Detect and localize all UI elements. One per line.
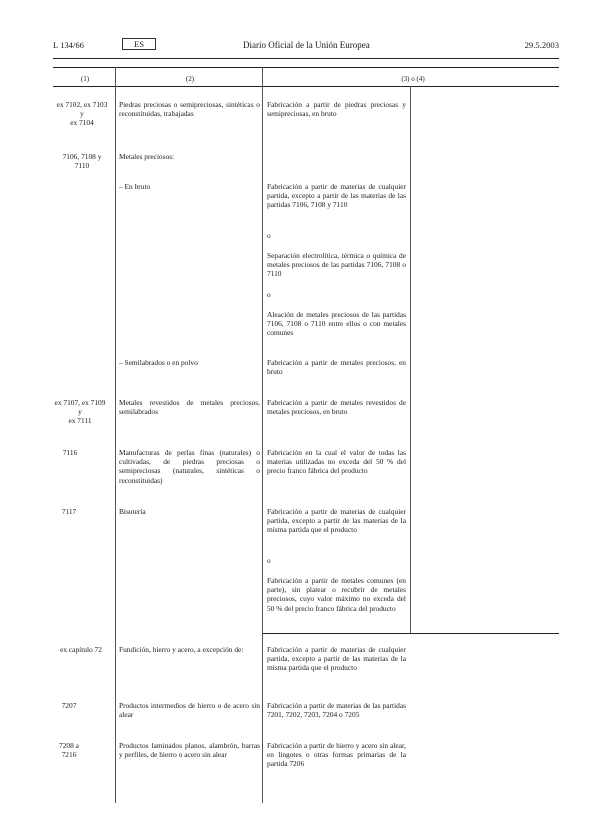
rule-cell: Separación electrolítica, térmica o química de metales preciosos de las partidas 7106, 7108 o 7110: [267, 251, 406, 279]
first-column-cell: 7106, 7108 y 7110: [62, 152, 102, 171]
table-top-rule: [53, 67, 559, 68]
page-reference: L 134/66: [53, 40, 84, 50]
rule-cell: Fabricación en la cual el valor de todas las materias utilizadas no exceda del 50 % del precio franco fábrica del producto: [267, 448, 406, 476]
first-column-cell: 7207: [61, 701, 77, 710]
first-column-cell: 7116: [62, 448, 78, 457]
description-cell: Productos laminados planos, alambrón, barras y perfiles, de hierro o acero sin alear: [119, 741, 260, 760]
language-code-box: ES: [122, 38, 156, 50]
rule-cell: Fabricación a partir de hierro y acero sin alear, en lingotes o otras formas primarias de la partida 7206: [267, 741, 406, 769]
description-cell: – Semilabrados o en polvo: [119, 358, 198, 367]
description-cell: Metales revestidos de metales preciosos, semilabrados: [119, 398, 260, 417]
column-divider-2: [262, 67, 263, 803]
section-rule: [263, 633, 559, 634]
first-column-cell: ex 7107, ex 7109 y ex 7111: [54, 398, 106, 426]
rule-cell: Fabricación a partir de metales revestidos de metales preciosos, en bruto: [267, 398, 406, 417]
journal-title: Diario Oficial de la Unión Europea: [243, 40, 370, 50]
description-cell: Metales preciosos:: [119, 152, 175, 161]
first-column-cell: 7117: [61, 507, 77, 516]
rule-cell: Fabricación a partir de materias de cualquier partida, excepto a partir de las materias de la misma partida que el producto: [267, 507, 406, 535]
rule-cell: Fabricación a partir de materias de las partidas 7201, 7202, 7203, 7204 o 7205: [267, 701, 406, 720]
description-cell: Manufacturas de perlas finas (naturales) o cultivadas, de piedras preciosas o semipreciosas (naturales, sintéticas o reconstituidas): [119, 448, 260, 485]
rule-cell: Fabricación a partir de metales preciosos, en bruto: [267, 358, 406, 377]
column-divider-3: [410, 86, 411, 633]
column-header-2: (2): [185, 75, 195, 83]
rule-cell: Fabricación a partir de materias de cualquier partida, excepto a partir de las materias de las partidas 7106, 7108 y 7110: [267, 182, 406, 210]
rule-cell: o: [267, 231, 271, 240]
rule-cell: Fabricación a partir de piedras preciosas y semipreciosas, en bruto: [267, 100, 406, 119]
description-cell: – En bruto: [119, 182, 151, 191]
rule-cell: Fabricación a partir de metales comunes (en parte), sin platear o recubrir de metales preciosos, cuyo valor máximo no exceda del 50 % del precio franco fábrica del producto: [267, 576, 406, 613]
first-column-cell: 7208 a 7216: [59, 741, 79, 760]
publication-date: 29.5.2003: [524, 40, 559, 50]
column-header-3: (3) o (4): [401, 75, 425, 83]
rule-cell: o: [267, 556, 271, 565]
description-cell: Productos intermedios de hierro o de acero sin alear: [119, 701, 260, 720]
header-rule: [53, 58, 559, 59]
description-cell: Fundición, hierro y acero, a excepción de:: [119, 645, 244, 654]
rule-cell: Fabricación a partir de materias de cualquier partida, excepto a partir de las materias de la misma partida que el producto: [267, 645, 406, 673]
first-column-cell: ex 7102, ex 7103 y ex 7104: [56, 100, 108, 128]
description-cell: Piedras preciosas o semipreciosas, sintéticas o reconstituidas, trabajadas: [119, 100, 260, 119]
rule-cell: Aleación de metales preciosos de las partidas 7106, 7108 o 7110 entre ellos o con metales comunes: [267, 310, 406, 338]
column-divider-1: [115, 67, 116, 803]
first-column-cell: ex capítulo 72: [60, 645, 102, 654]
column-header-1: (1): [80, 75, 90, 83]
description-cell: Bisutería: [119, 507, 146, 516]
column-header-rule: [53, 86, 559, 87]
rule-cell: o: [267, 290, 271, 299]
